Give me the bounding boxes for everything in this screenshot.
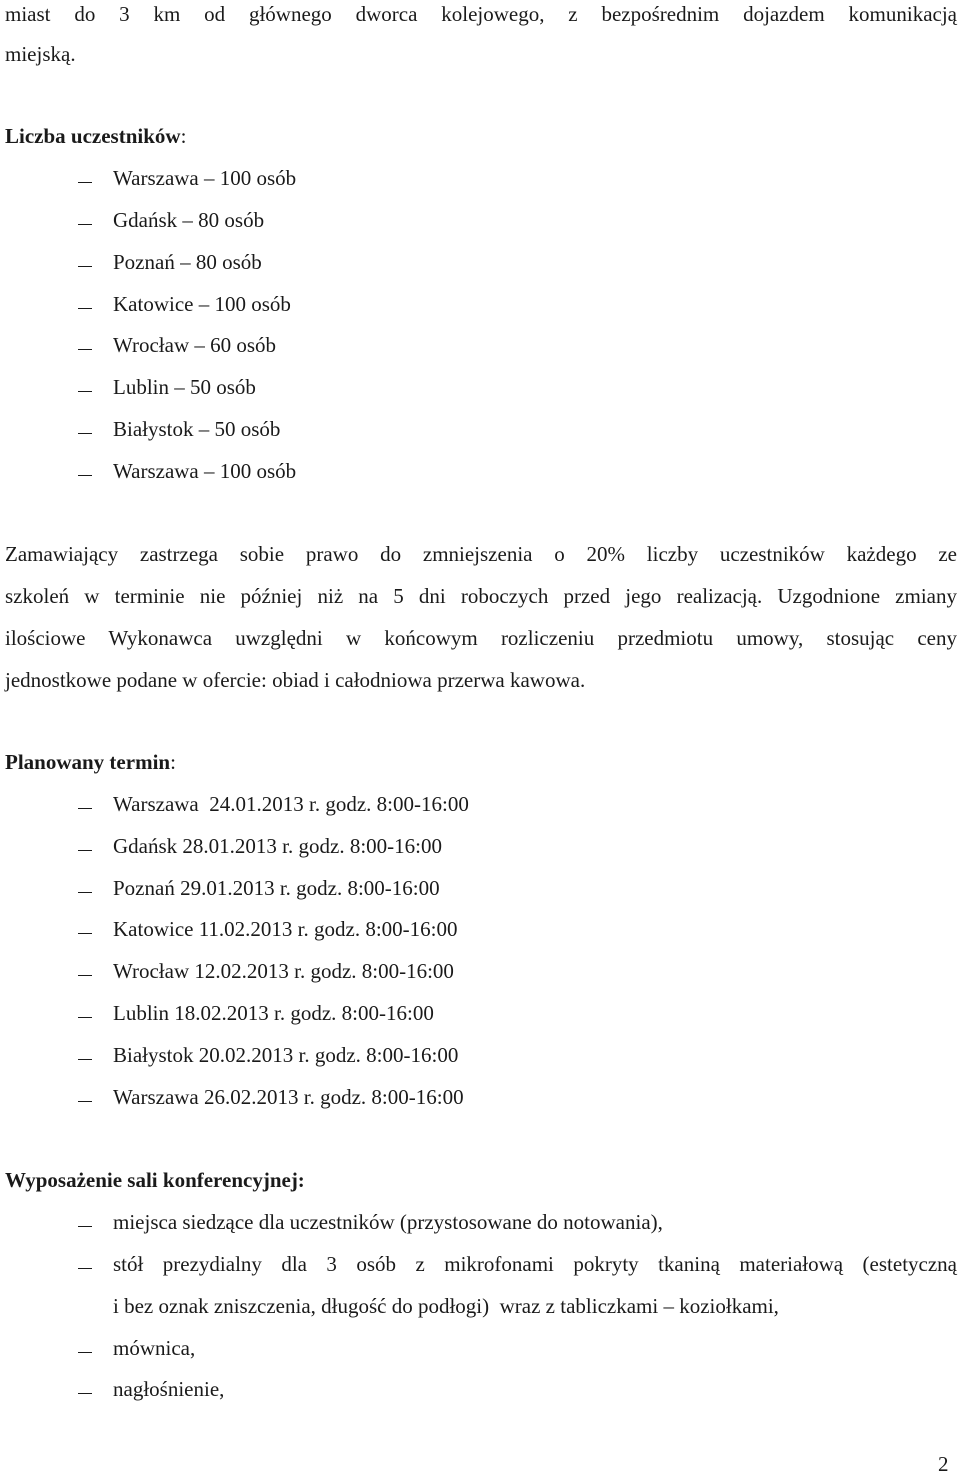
dash-bullet (78, 433, 92, 434)
schedule-item: Białystok 20.02.2013 r. godz. 8:00-16:00 (113, 1043, 459, 1067)
list-item (0, 164, 960, 192)
intro-line-1: miast do 3 km od głównego dworca kolejowego, z bezpośrednim dojazdem komunikacją (5, 2, 957, 26)
equipment-heading: Wyposażenie sali konferencyjnej: (5, 1168, 305, 1192)
dash-bullet (78, 266, 92, 267)
dash-bullet (78, 224, 92, 225)
participant-item: Wrocław – 60 osób (113, 333, 277, 357)
list-item (0, 1083, 960, 1111)
participant-item: Gdańsk – 80 osób (113, 208, 265, 232)
list-item (0, 1041, 960, 1069)
list-item (0, 999, 960, 1027)
list-item (0, 790, 960, 818)
dash-bullet (78, 1017, 92, 1018)
equipment-item-continuation: i bez oznak zniszczenia, długość do podłogi) wraz z tabliczkami – koziołkami, (113, 1294, 779, 1318)
paragraph-line-1: Zamawiający zastrzega sobie prawo do zmniejszenia o 20% liczby uczestników każdego ze (5, 542, 957, 566)
dash-bullet (78, 1393, 92, 1394)
equipment-item: nagłośnienie, (113, 1377, 225, 1401)
list-item (0, 457, 960, 485)
participant-item: Katowice – 100 osób (113, 292, 291, 316)
list-item (0, 331, 960, 359)
schedule-heading (5, 748, 176, 776)
list-item (0, 415, 960, 443)
list-item (0, 290, 960, 318)
list-item (0, 957, 960, 985)
dash-bullet (78, 1101, 92, 1102)
equipment-item: stół prezydialny dla 3 osób z mikrofonami pokryty tkaniną materiałową (estetyczną (113, 1252, 957, 1276)
dash-bullet (78, 1226, 92, 1227)
equipment-item: miejsca siedzące dla uczestników (przystosowane do notowania), (113, 1210, 663, 1234)
list-item (0, 1250, 960, 1278)
list-item-continuation (0, 1292, 960, 1320)
dash-bullet (78, 892, 92, 893)
list-item (0, 832, 960, 860)
schedule-item: Warszawa 26.02.2013 r. godz. 8:00-16:00 (113, 1085, 464, 1109)
schedule-label: Planowany termin (5, 750, 171, 774)
paragraph-line-3: ilościowe Wykonawca uwzględni w końcowym rozliczeniu przedmiotu umowy, stosując ceny (5, 626, 957, 650)
list-item (0, 206, 960, 234)
schedule-item: Lublin 18.02.2013 r. godz. 8:00-16:00 (113, 1001, 434, 1025)
dash-bullet (78, 349, 92, 350)
schedule-colon: : (170, 750, 176, 774)
page-number: 2 (938, 1452, 949, 1476)
list-item (0, 373, 960, 401)
dash-bullet (78, 1352, 92, 1353)
schedule-item: Warszawa 24.01.2013 r. godz. 8:00-16:00 (113, 792, 469, 816)
dash-bullet (78, 1059, 92, 1060)
paragraph-line-4: jednostkowe podane w ofercie: obiad i całodniowa przerwa kawowa. (5, 668, 586, 692)
schedule-item: Poznań 29.01.2013 r. godz. 8:00-16:00 (113, 876, 440, 900)
equipment-item: mównica, (113, 1336, 196, 1360)
participants-label: Liczba uczestników (5, 124, 181, 148)
participant-item: Warszawa – 100 osób (113, 166, 297, 190)
list-item (0, 915, 960, 943)
participants-colon: : (180, 124, 187, 148)
list-item (0, 1375, 960, 1403)
dash-bullet (78, 808, 92, 809)
list-item (0, 248, 960, 276)
dash-bullet (78, 1268, 92, 1269)
paragraph-line-2: szkoleń w terminie nie później niż na 5 dni roboczych przed jego realizacją. Uzgodnione zmiany (5, 584, 957, 608)
list-item (0, 874, 960, 902)
dash-bullet (78, 475, 92, 476)
schedule-item: Wrocław 12.02.2013 r. godz. 8:00-16:00 (113, 959, 454, 983)
list-item (0, 1334, 960, 1362)
schedule-item: Gdańsk 28.01.2013 r. godz. 8:00-16:00 (113, 834, 442, 858)
dash-bullet (78, 391, 92, 392)
schedule-item: Katowice 11.02.2013 r. godz. 8:00-16:00 (113, 917, 458, 941)
dash-bullet (78, 975, 92, 976)
dash-bullet (78, 850, 92, 851)
participants-heading (5, 122, 186, 150)
list-item (0, 1208, 960, 1236)
dash-bullet (78, 933, 92, 934)
participant-item: Białystok – 50 osób (113, 417, 281, 441)
participant-item: Poznań – 80 osób (113, 250, 262, 274)
dash-bullet (78, 308, 92, 309)
dash-bullet (78, 182, 92, 183)
participant-item: Lublin – 50 osób (113, 375, 256, 399)
participant-item: Warszawa – 100 osób (113, 459, 297, 483)
intro-line-2: miejską. (5, 42, 76, 66)
